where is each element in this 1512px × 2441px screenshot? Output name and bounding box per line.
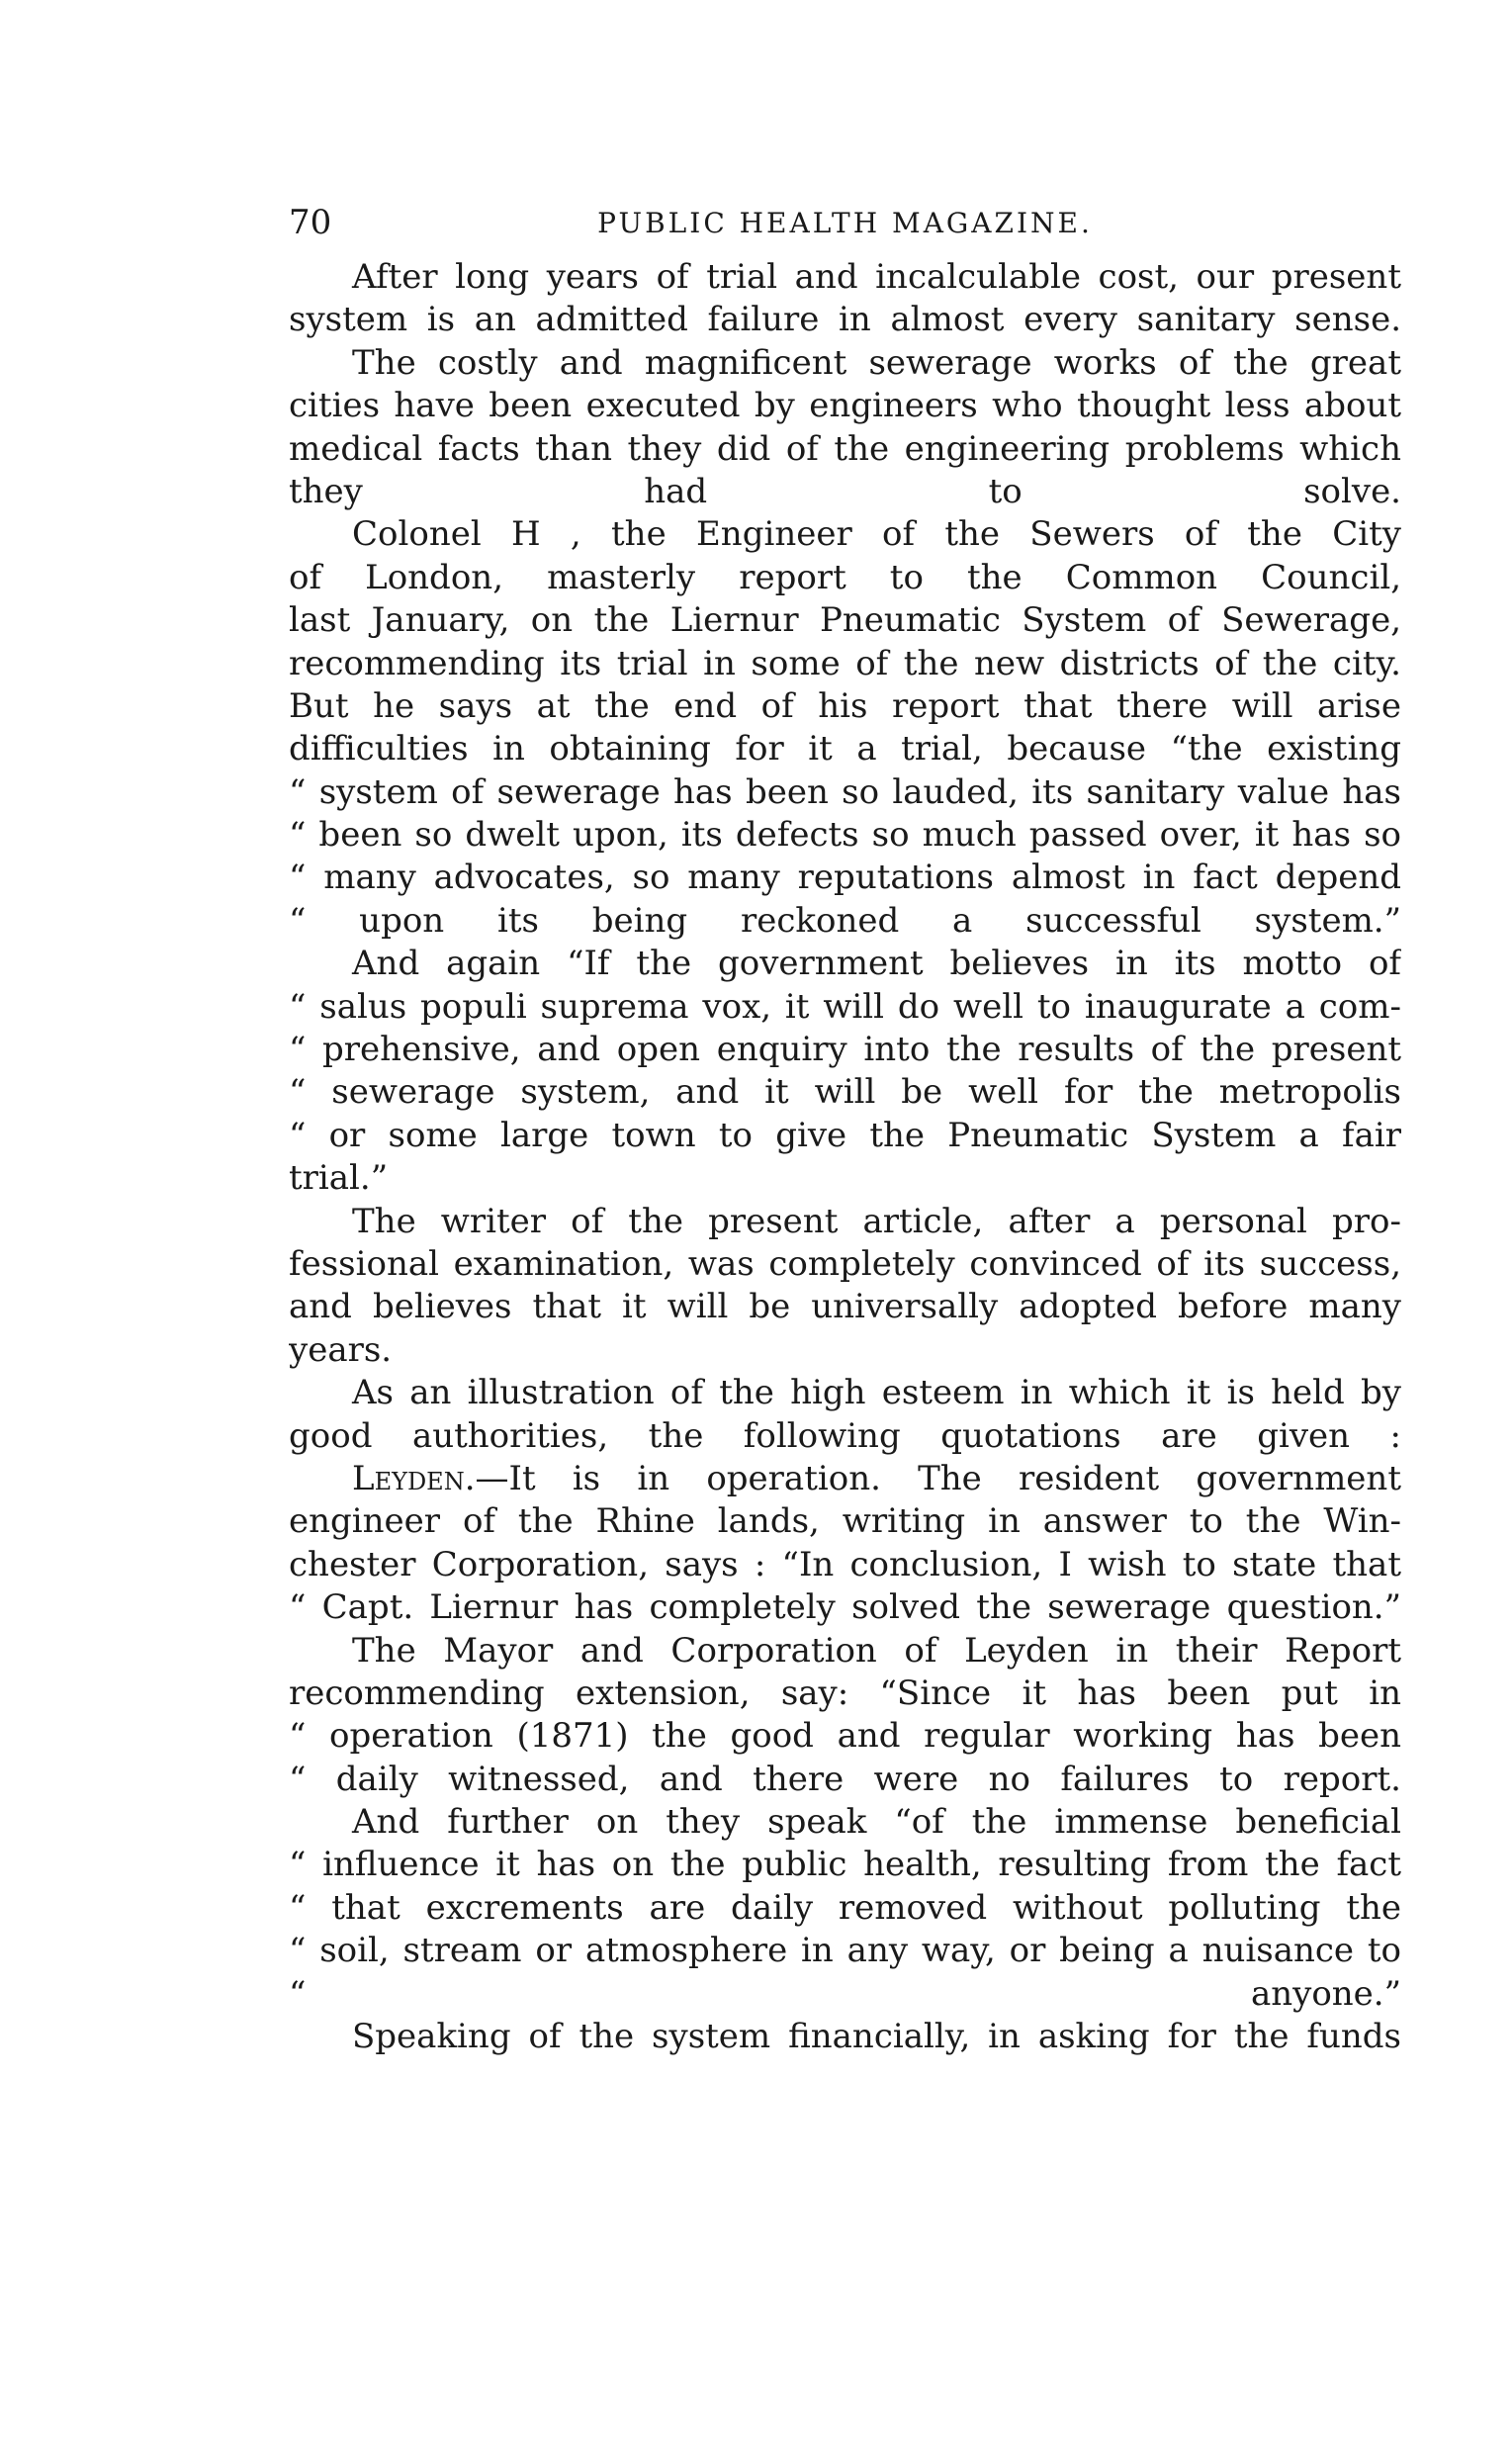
text-line: trial.” [289,1158,389,1199]
text-line: and believes that it will be universally adopted before many [289,1287,1401,1327]
text-line: recommending extension, say: “Since it has been put in [289,1673,1401,1713]
text-line: engineer of the Rhine lands, writing in answer to the Win- [289,1501,1401,1542]
text-line: years. [289,1329,393,1370]
text-line: Speaking of the system financially, in asking for the funds [352,2017,1401,2057]
text-line: But he says at the end of his report that there will arise [289,685,1401,726]
text-line: “ upon its being reckoned a successful system.” [289,900,1401,941]
text-line: “ daily witnessed, and there were no failures to report. [289,1759,1401,1799]
text-line: “ many advocates, so many reputations almost in fact depend [289,858,1401,898]
text-line: they had to solve. [289,471,1401,511]
text-line: “ or some large town to give the Pneumatic System a fair [289,1115,1401,1155]
text-line: “ soil, stream or atmosphere in any way, or being a nuisance to [289,1931,1401,1971]
text-line: cities have been executed by engineers who thought less about [289,386,1401,426]
text-line: “ that excrements are daily removed without polluting the [289,1887,1401,1928]
text-line: chester Corporation, says : “In conclusion, I wish to state that [289,1544,1401,1584]
page [289,203,1401,2058]
text-line: After long years of trial and incalculable cost, our present [352,257,1401,297]
text-line: “ operation (1871) the good and regular working has been [289,1716,1401,1757]
text-line: And further on they speak “of the immense beneficial [352,1802,1401,1843]
text-line: medical facts than they did of the engineering problems which [289,428,1401,469]
page-number: 70 [289,203,332,242]
small-caps-lead: Leyden. [352,1458,476,1498]
text-line: Leyden.—It is in operation. The resident government [352,1458,1401,1498]
text-line: The writer of the present article, after a personal pro- [352,1201,1401,1241]
text-line: “ Capt. Liernur has completely solved the sewerage question.” [289,1587,1401,1628]
running-head [289,203,1401,254]
text-line: last January, on the Liernur Pneumatic System of Sewerage, [289,600,1401,641]
text-line: of London, masterly report to the Common Council, [289,557,1401,597]
text-line: recommending its trial in some of the new districts of the city. [289,643,1401,683]
text-line: The costly and magnificent sewerage works of the great [352,342,1401,383]
text-line: system is an admitted failure in almost every sanitary sense. [289,300,1401,340]
text-line: “ system of sewerage has been so lauded, its sanitary value has [289,771,1401,812]
text-line: As an illustration of the high esteem in which it is held by [352,1373,1401,1413]
body-text [289,256,1401,2058]
text-line: “ anyone.” [289,1973,1401,2014]
text-line: And again “If the government believes in its motto of [352,944,1401,984]
text-line: fessional examination, was completely convinced of its success, [289,1243,1401,1284]
text-line: good authorities, the following quotations are given : [289,1415,1401,1456]
text-line: “ prehensive, and open enquiry into the results of the present [289,1030,1401,1070]
text-line: “ salus populi suprema vox, it will do well to inaugurate a com- [289,986,1401,1027]
text-line: “ sewerage system, and it will be well for the metropolis [289,1072,1401,1113]
text-line: Colonel H , the Engineer of the Sewers of the City [352,514,1401,555]
text-line: difficulties in obtaining for it a trial, because “the existing [289,729,1401,769]
running-head-title: PUBLIC HEALTH MAGAZINE. [597,207,1093,239]
text-line: “ influence it has on the public health, resulting from the fact [289,1845,1401,1885]
text-line: “ been so dwelt upon, its defects so much passed over, it has so [289,815,1401,856]
text-line: The Mayor and Corporation of Leyden in their Report [352,1630,1401,1671]
